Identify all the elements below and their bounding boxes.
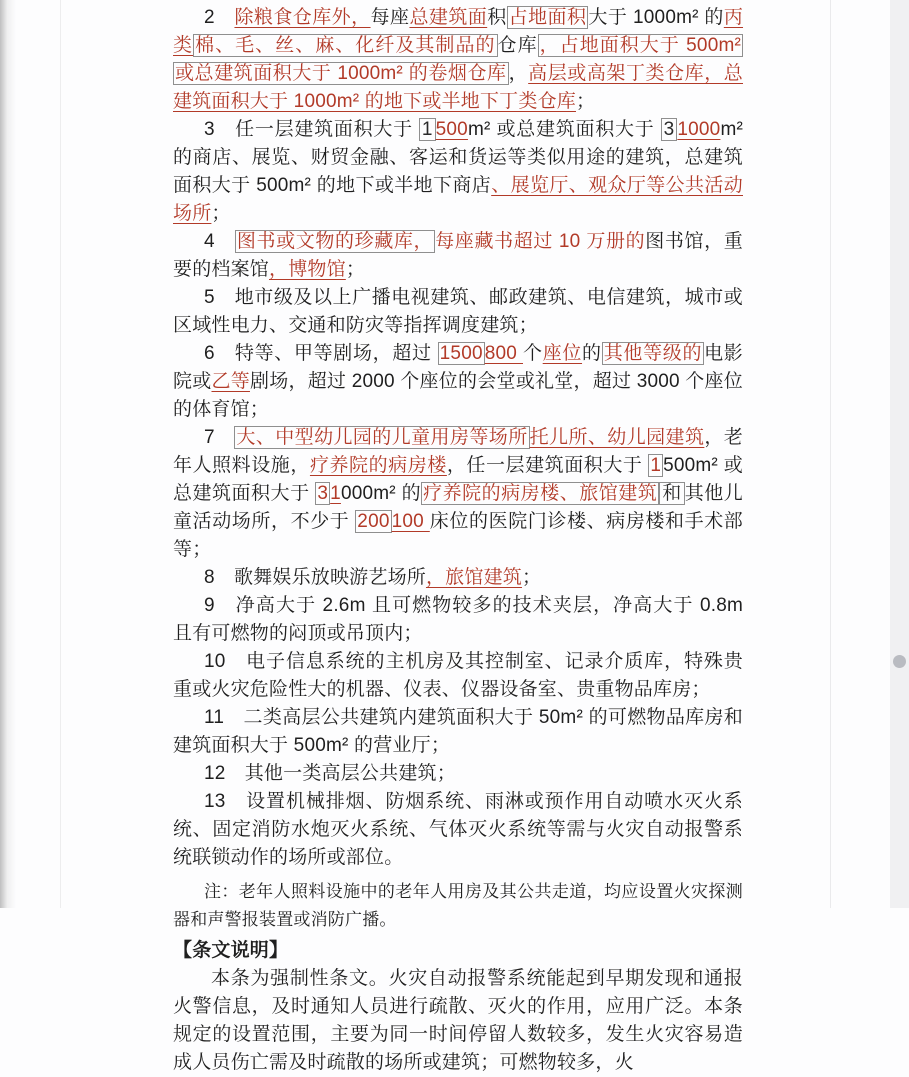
page-left-edge-line: [60, 0, 61, 908]
text-run: ；: [345, 259, 366, 280]
text-run: m² 或总建筑面积大于: [467, 119, 661, 140]
inserted-text-run: 除粮食仓库外，: [234, 7, 371, 28]
text-run: 2: [204, 7, 235, 28]
text-run: 7: [204, 427, 235, 448]
inserted-text-run: 1000: [677, 119, 721, 140]
deleted-text-run: 棉、毛、丝、麻、化纤及其制品的: [195, 35, 496, 56]
text-run: m² 的商店、展览、财贸金融、客运和货运等类似用途的建筑，总建筑面积大于 500m² 的地下或半地下商店: [173, 119, 743, 196]
deleted-text-run: ，占地面积大于 500m² 或总建筑面积大于 1000m² 的卷烟仓库: [175, 35, 742, 84]
deleted-text-run: 1: [650, 455, 662, 476]
inserted-text-run: 500: [435, 119, 468, 140]
deleted-text-run: 1: [419, 118, 436, 141]
clause-item-10: [173, 648, 743, 704]
scrollbar-thumb[interactable]: [893, 655, 906, 668]
scrollbar-track: [890, 0, 909, 908]
deleted-text-run: 和: [659, 482, 685, 505]
deleted-text-run: 3: [317, 483, 329, 504]
text-run: ；: [521, 567, 542, 588]
deleted-text-run: 大、中型幼儿园的儿童用房等场所: [236, 427, 528, 448]
text-run: 每座: [370, 7, 410, 28]
clause-item-2: [173, 4, 743, 116]
deleted-text-run: 占地面积: [508, 7, 587, 28]
deleted-text-run: 3: [661, 118, 678, 141]
inserted-text-run: 800: [484, 343, 523, 364]
explanation-paragraph: [173, 965, 743, 1077]
inserted-text-run: 1: [330, 483, 341, 504]
clause-note: [173, 878, 743, 934]
text-run: 【条文说明】: [173, 940, 289, 961]
deleted-text-run: 疗养院的病房楼、旅馆建筑: [423, 483, 658, 504]
inserted-text-run: ，博物馆: [269, 259, 346, 280]
clause-item-7: [173, 424, 743, 564]
inserted-text-run: 、展览厅、观众厅等公共活动场所: [173, 175, 743, 224]
clause-item-6: [173, 340, 743, 424]
text-run: ，任一层建筑面积大于: [446, 455, 649, 476]
deleted-text-run: 200: [357, 511, 390, 532]
text-run: 积: [487, 7, 507, 28]
inserted-text-run: 高层或高架丁类仓库，总建筑面积大于 1000m² 的地下或半地下丁类仓库: [173, 63, 743, 112]
clause-item-11: [173, 704, 743, 760]
clause-item-8: [173, 564, 743, 592]
text-run: 其他儿童活动场所，不少于: [173, 483, 743, 532]
text-run: 500m² 或总建筑面积大于: [173, 455, 744, 504]
clause-item-12: [173, 760, 743, 788]
clause-item-5: [173, 284, 743, 340]
text-run: ，老年人照料设施，: [173, 427, 743, 476]
inserted-text-run: 丙类: [173, 7, 744, 56]
text-run: 仓库: [497, 35, 538, 56]
revised-text-run: 每座藏书超过 10 万册的: [435, 231, 646, 252]
text-run: ；: [575, 91, 596, 112]
inserted-text-run: 乙等: [211, 371, 250, 392]
text-run: 电影院或: [173, 343, 744, 392]
text-run: 注：老年人照料设施中的老年人用房及其公共走道，均应设置火灾探测器和声警报装置或消防广播。: [173, 882, 743, 929]
text-run: 3 任一层建筑面积大于: [204, 119, 419, 140]
text-run: 个: [523, 343, 543, 364]
text-run: 大于 1000m² 的: [588, 7, 724, 28]
inserted-text-run: 100: [391, 511, 430, 532]
text-run: 6 特等、甲等剧场，超过: [204, 343, 438, 364]
page-right-edge-line: [830, 0, 831, 908]
explanation-heading: [173, 937, 743, 965]
text-run: 11 二类高层公共建筑内建筑面积大于 50m² 的可燃物品库房和建筑面积大于 500m² 的营业厅；: [173, 707, 743, 756]
clause-item-4: [173, 228, 743, 284]
text-run: 图书馆，重要的档案馆: [173, 231, 743, 280]
text-run: 本条为强制性条文。火灾自动报警系统能起到早期发现和通报火警信息，及时通知人员进行疏散、灭火的作用，应用广泛。本条规定的设置范围，主要为同一时间停留人数较多，发生火灾容易造成人员伤亡需及时疏散的场所或建筑；可燃物较多，火: [173, 968, 743, 1073]
text-run: 12 其他一类高层公共建筑；: [204, 763, 456, 784]
inserted-text-run: 总建筑面: [409, 7, 488, 28]
inserted-text-run: ，旅馆建筑: [425, 567, 522, 588]
clause-item-9: [173, 592, 743, 648]
text-run: 剧场，超过 2000 个座位的会堂或礼堂，超过 3000 个座位的体育馆；: [173, 371, 743, 420]
page-left-shadow: [0, 0, 16, 908]
text-run: 的: [582, 343, 602, 364]
inserted-text-run: 座位: [542, 343, 583, 364]
text-run: 8 歌舞娱乐放映游艺场所: [204, 567, 426, 588]
text-run: 9 净高大于 2.6m 且可燃物较多的技术夹层，净高大于 0.8m 且有可燃物的闷顶或吊顶内；: [173, 595, 743, 644]
clause-item-3: [173, 116, 743, 228]
inserted-text-run: 疗养院的病房楼: [309, 455, 447, 476]
text-run: 13 设置机械排烟、防烟系统、雨淋或预作用自动喷水灭火系统、固定消防水炮灭火系统、气体灭火系统等需与火灾自动报警系统联锁动作的场所或部位。: [173, 791, 743, 868]
deleted-text-run: 其他等级的: [603, 343, 703, 364]
text-run: ；: [211, 203, 231, 224]
document-content: [173, 4, 743, 1077]
text-run: 5 地市级及以上广播电视建筑、邮政建筑、电信建筑，城市或区域性电力、交通和防灾等指挥调度建筑；: [173, 287, 743, 336]
text-run: 床位的医院门诊楼、病房楼和手术部等；: [173, 511, 744, 560]
deleted-text-run: 图书或文物的珍藏库，: [236, 231, 434, 252]
clause-item-13: [173, 788, 743, 872]
text-run: ，: [508, 63, 529, 84]
deleted-text-run: 1500: [439, 343, 483, 364]
text-run: 10 电子信息系统的主机房及其控制室、记录介质库，特殊贵重或火灾危险性大的机器、仪表、仪器设备室、贵重物品库房；: [173, 651, 743, 700]
inserted-text-run: 托儿所、幼儿园建筑: [529, 427, 705, 448]
text-run: 4: [204, 231, 235, 252]
text-run: 000m² 的: [340, 483, 422, 504]
